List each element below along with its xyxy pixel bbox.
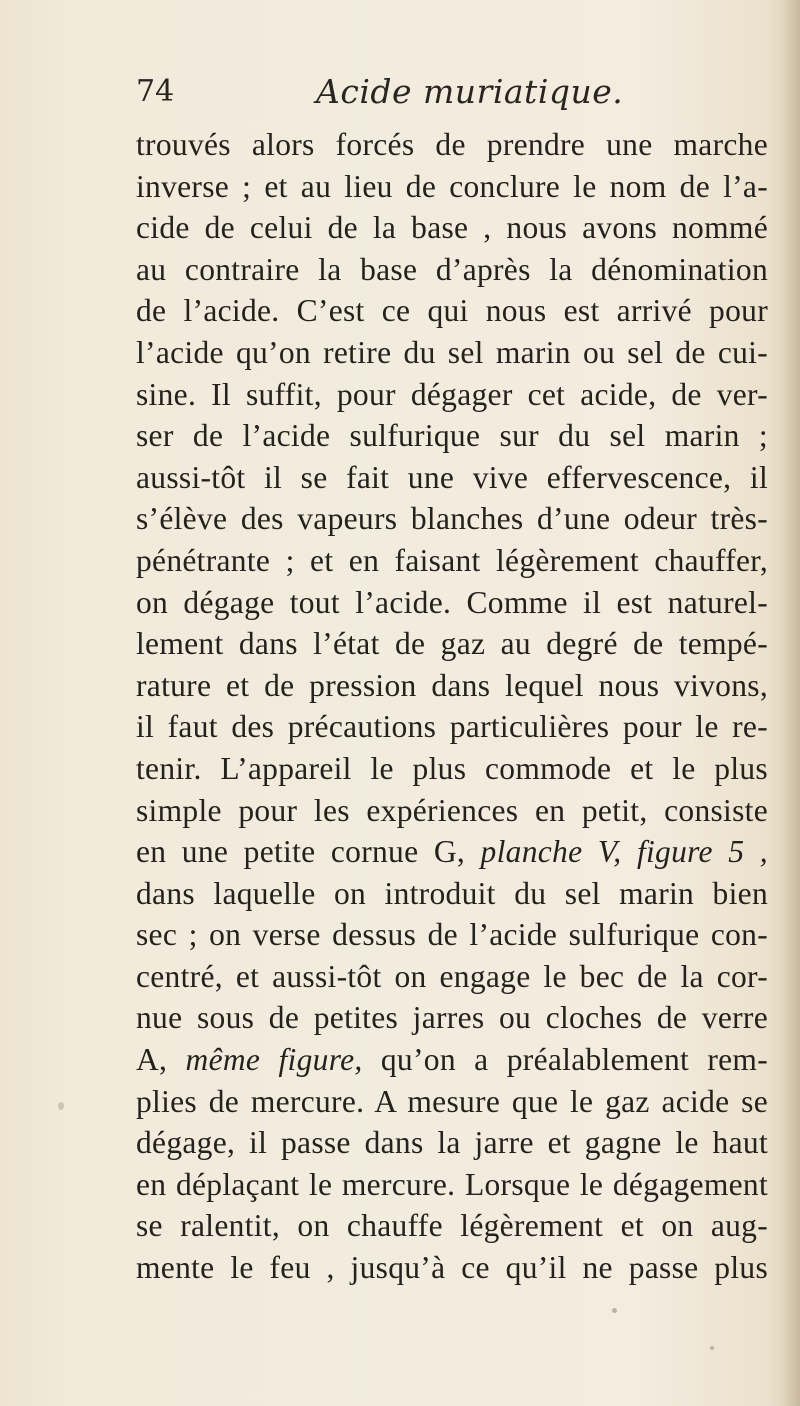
text-line: trouvés alors forcés de prendre une marche	[136, 127, 768, 162]
text-line: il faut des précautions particulières pour le re-	[136, 709, 768, 745]
text-line: dans laquelle on introduit du sel marin bien	[136, 875, 768, 911]
text-line: on dégage tout l’acide. Comme il est naturel-	[136, 584, 768, 620]
body-text	[136, 124, 768, 1289]
page-number: 74	[136, 74, 175, 109]
text-line: sec ; on verse dessus de l’acide sulfurique con-	[136, 917, 768, 953]
text-line: sine. Il suffit, pour dégager cet acide, de ver-	[136, 376, 768, 412]
text-line: tenir. L’appareil le plus commode et le plus	[136, 750, 768, 786]
text-line: lement dans l’état de gaz au degré de tempé-	[136, 626, 768, 662]
page-header	[136, 68, 756, 118]
text-line: centré, et aussi-tôt on engage le bec de la cor-	[136, 958, 768, 994]
text-line: se ralentit, on chauffe légèrement et on aug-	[136, 1208, 768, 1244]
paper-speck	[58, 1102, 64, 1110]
text-line: ser de l’acide sulfurique sur du sel marin ;	[136, 418, 768, 454]
text-line	[136, 1039, 768, 1081]
text-line	[136, 831, 768, 873]
page-edge-shadow	[782, 0, 800, 1406]
text-line: rature et de pression dans lequel nous vivons,	[136, 667, 768, 703]
running-title: Acide muriatique.	[316, 72, 624, 111]
text-line: au contraire la base d’après la dénomination	[136, 251, 768, 287]
text-line: aussi-tôt il se fait une vive effervescence, il	[136, 459, 768, 495]
paper-speck	[612, 1308, 617, 1313]
figure-reference: planche V, figure 5 ,	[480, 834, 768, 870]
text-line: simple pour les expériences en petit, consiste	[136, 792, 768, 828]
text-line: nue sous de petites jarres ou cloches de verre	[136, 1000, 768, 1036]
text-line: s’élève des vapeurs blanches d’une odeur très-	[136, 501, 768, 537]
text-line: cide de celui de la base , nous avons nommé	[136, 210, 768, 246]
text-line: en déplaçant le mercure. Lorsque le dégagement	[136, 1166, 768, 1202]
text-line: pénétrante ; et en faisant légèrement chauffer,	[136, 542, 768, 578]
text-line: de l’acide. C’est ce qui nous est arrivé pour	[136, 293, 768, 329]
text-line: l’acide qu’on retire du sel marin ou sel de cui-	[136, 334, 768, 370]
paper-speck	[710, 1346, 714, 1350]
line-end: qu’on a préalablement rem-	[380, 1042, 769, 1078]
figure-reference: même figure,	[185, 1042, 363, 1078]
line-start: A,	[136, 1042, 168, 1078]
text-line: inverse ; et au lieu de conclure le nom de l’a-	[136, 168, 768, 204]
text-line: plies de mercure. A mesure que le gaz acide se	[136, 1083, 768, 1119]
line-start: en une petite cornue G,	[136, 834, 466, 870]
text-line: mente le feu , jusqu’à ce qu’il ne passe plus	[136, 1250, 768, 1286]
text-line: dégage, il passe dans la jarre et gagne le haut	[136, 1125, 768, 1161]
